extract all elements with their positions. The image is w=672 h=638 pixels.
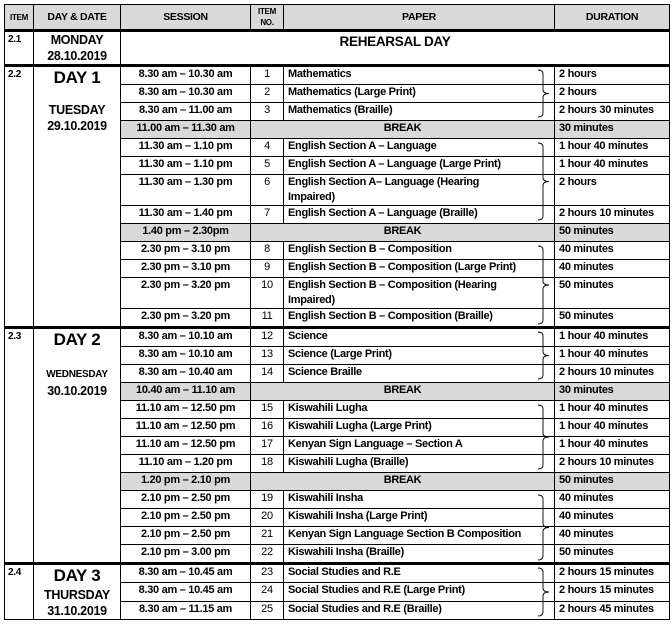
duration: 1 hour 40 minutes xyxy=(555,401,670,419)
duration: 50 minutes xyxy=(555,278,670,309)
duration: 30 minutes xyxy=(555,121,670,139)
paper-number: 21 xyxy=(251,527,284,545)
paper-name: Mathematics (Braille) xyxy=(284,103,555,121)
paper-number: 16 xyxy=(251,419,284,437)
session-time: 2.10 pm – 2.50 pm xyxy=(121,509,251,527)
duration: 50 minutes xyxy=(555,224,670,242)
paper-number: 18 xyxy=(251,455,284,473)
day-date-cell xyxy=(34,31,121,66)
header-row xyxy=(5,5,670,31)
duration: 2 hours xyxy=(555,66,670,85)
paper-number: 24 xyxy=(251,583,284,601)
session-time: 2.30 pm – 3.10 pm xyxy=(121,242,251,260)
paper-name: Kiswahili Insha xyxy=(284,491,555,509)
date: 31.10.2019 xyxy=(47,604,107,618)
session-time: 8.30 am – 10.45 am xyxy=(121,564,251,583)
duration: 40 minutes xyxy=(555,527,670,545)
session-time: 11.10 am – 12.50 pm xyxy=(121,437,251,455)
paper-name: Kenyan Sign Language Section B Composition xyxy=(284,527,555,545)
session-time: 2.10 pm – 3.00 pm xyxy=(121,545,251,564)
paper-number: 7 xyxy=(251,206,284,224)
duration: 2 hours 15 minutes xyxy=(555,564,670,583)
duration: 40 minutes xyxy=(555,260,670,278)
header-duration: DURATION xyxy=(555,5,670,31)
duration: 1 hour 40 minutes xyxy=(555,347,670,365)
date: 30.10.2019 xyxy=(47,384,107,398)
duration: 30 minutes xyxy=(555,383,670,401)
paper-name: Social Studies and R.E xyxy=(284,564,555,583)
day-title: DAY 2 xyxy=(53,330,101,349)
day-title: DAY 3 xyxy=(53,566,101,585)
paper-number: 15 xyxy=(251,401,284,419)
paper-number: 14 xyxy=(251,365,284,383)
exam-timetable xyxy=(4,4,669,620)
session-time: 8.30 am – 10.10 am xyxy=(121,328,251,347)
session-time: 11.10 am – 1.20 pm xyxy=(121,455,251,473)
duration: 2 hours 45 minutes xyxy=(555,601,670,619)
session-time: 8.30 am – 10.30 am xyxy=(121,66,251,85)
paper-name: Kiswahili Lugha (Large Print) xyxy=(284,419,555,437)
table-row xyxy=(5,564,670,583)
session-time: 11.10 am – 12.50 pm xyxy=(121,419,251,437)
item-number: 2.1 xyxy=(5,31,34,66)
paper-name: Kiswahili Insha (Large Print) xyxy=(284,509,555,527)
paper-number: 11 xyxy=(251,309,284,328)
paper-name: English Section A – Language (Braille) xyxy=(284,206,555,224)
break-label: BREAK xyxy=(251,473,555,491)
session-time: 11.30 am – 1.40 pm xyxy=(121,206,251,224)
paper-number: 3 xyxy=(251,103,284,121)
paper-name: Kenyan Sign Language – Section A xyxy=(284,437,555,455)
paper-number: 10 xyxy=(251,278,284,309)
duration: 2 hours 10 minutes xyxy=(555,206,670,224)
paper-name: Science Braille xyxy=(284,365,555,383)
paper-number: 20 xyxy=(251,509,284,527)
paper-name: English Section A– Language (Hearing Impaired) xyxy=(284,175,555,206)
paper-number: 6 xyxy=(251,175,284,206)
duration: 1 hour 40 minutes xyxy=(555,328,670,347)
date: 29.10.2019 xyxy=(47,119,107,133)
duration: 2 hours 10 minutes xyxy=(555,455,670,473)
header-item: ITEM xyxy=(5,5,34,31)
paper-name: Kiswahili Insha (Braille) xyxy=(284,545,555,564)
duration: 40 minutes xyxy=(555,242,670,260)
paper-number: 8 xyxy=(251,242,284,260)
duration: 1 hour 40 minutes xyxy=(555,139,670,157)
table-row xyxy=(5,328,670,347)
timetable-table xyxy=(4,4,670,620)
paper-number: 13 xyxy=(251,347,284,365)
date: 28.10.2019 xyxy=(47,49,107,63)
item-number: 2.2 xyxy=(5,66,34,328)
session-time: 11.30 am – 1.10 pm xyxy=(121,139,251,157)
paper-number: 1 xyxy=(251,66,284,85)
paper-number: 2 xyxy=(251,85,284,103)
paper-number: 5 xyxy=(251,157,284,175)
rehearsal-label: REHEARSAL DAY xyxy=(121,31,670,66)
paper-name: English Section B – Composition (Hearing Impaired) xyxy=(284,278,555,309)
session-time: 2.30 pm – 3.10 pm xyxy=(121,260,251,278)
day-date-cell xyxy=(34,564,121,620)
duration: 2 hours 10 minutes xyxy=(555,365,670,383)
duration: 40 minutes xyxy=(555,491,670,509)
duration: 50 minutes xyxy=(555,309,670,328)
duration: 1 hour 40 minutes xyxy=(555,157,670,175)
paper-name: English Section B – Composition (Large Print) xyxy=(284,260,555,278)
paper-number: 17 xyxy=(251,437,284,455)
paper-number: 4 xyxy=(251,139,284,157)
session-time: 8.30 am – 11.15 am xyxy=(121,601,251,619)
header-paper: PAPER xyxy=(284,5,555,31)
session-time: 8.30 am – 10.30 am xyxy=(121,85,251,103)
day-date-cell xyxy=(34,66,121,328)
weekday: WEDNESDAY xyxy=(46,369,108,380)
paper-name: English Section A – Language (Large Print) xyxy=(284,157,555,175)
duration: 2 hours xyxy=(555,175,670,206)
paper-number: 19 xyxy=(251,491,284,509)
paper-name: Science (Large Print) xyxy=(284,347,555,365)
header-day-date: DAY & DATE xyxy=(34,5,121,31)
paper-number: 23 xyxy=(251,564,284,583)
rehearsal-row xyxy=(5,31,670,66)
session-time: 11.30 am – 1.30 pm xyxy=(121,175,251,206)
weekday: MONDAY xyxy=(50,33,104,47)
session-time: 8.30 am – 10.10 am xyxy=(121,347,251,365)
header-item-no: ITEM NO. xyxy=(251,5,284,31)
session-time: 8.30 am – 11.00 am xyxy=(121,103,251,121)
break-label: BREAK xyxy=(251,121,555,139)
paper-name: Science xyxy=(284,328,555,347)
paper-name: Mathematics (Large Print) xyxy=(284,85,555,103)
weekday: TUESDAY xyxy=(48,103,106,117)
session-time: 11.10 am – 12.50 pm xyxy=(121,401,251,419)
paper-name: Kiswahili Lugha xyxy=(284,401,555,419)
paper-name: Social Studies and R.E (Braille) xyxy=(284,601,555,619)
session-time: 1.20 pm – 2.10 pm xyxy=(121,473,251,491)
duration: 2 hours xyxy=(555,85,670,103)
day-title: DAY 1 xyxy=(53,68,101,87)
paper-name: Mathematics xyxy=(284,66,555,85)
paper-number: 25 xyxy=(251,601,284,619)
duration: 2 hours 30 minutes xyxy=(555,103,670,121)
session-time: 11.30 am – 1.10 pm xyxy=(121,157,251,175)
duration: 1 hour 40 minutes xyxy=(555,437,670,455)
table-row xyxy=(5,66,670,85)
session-time: 11.00 am – 11.30 am xyxy=(121,121,251,139)
paper-name: English Section A – Language xyxy=(284,139,555,157)
session-time: 10.40 am – 11.10 am xyxy=(121,383,251,401)
duration: 40 minutes xyxy=(555,509,670,527)
paper-name: Social Studies and R.E (Large Print) xyxy=(284,583,555,601)
session-time: 2.10 pm – 2.50 pm xyxy=(121,491,251,509)
duration: 50 minutes xyxy=(555,545,670,564)
item-number: 2.3 xyxy=(5,328,34,564)
paper-name: Kiswahili Lugha (Braille) xyxy=(284,455,555,473)
break-label: BREAK xyxy=(251,224,555,242)
session-time: 2.10 pm – 2.50 pm xyxy=(121,527,251,545)
break-label: BREAK xyxy=(251,383,555,401)
item-number: 2.4 xyxy=(5,564,34,620)
session-time: 2.30 pm – 3.20 pm xyxy=(121,278,251,309)
paper-number: 22 xyxy=(251,545,284,564)
day-date-cell xyxy=(34,328,121,564)
paper-number: 9 xyxy=(251,260,284,278)
paper-name: English Section B – Composition (Braille) xyxy=(284,309,555,328)
header-session: SESSION xyxy=(121,5,251,31)
session-time: 1.40 pm – 2.30pm xyxy=(121,224,251,242)
duration: 1 hour 40 minutes xyxy=(555,419,670,437)
duration: 2 hours 15 minutes xyxy=(555,583,670,601)
paper-name: English Section B – Composition xyxy=(284,242,555,260)
duration: 50 minutes xyxy=(555,473,670,491)
session-time: 8.30 am – 10.45 am xyxy=(121,583,251,601)
session-time: 2.30 pm – 3.20 pm xyxy=(121,309,251,328)
session-time: 8.30 am – 10.40 am xyxy=(121,365,251,383)
weekday: THURSDAY xyxy=(44,588,110,602)
paper-number: 12 xyxy=(251,328,284,347)
